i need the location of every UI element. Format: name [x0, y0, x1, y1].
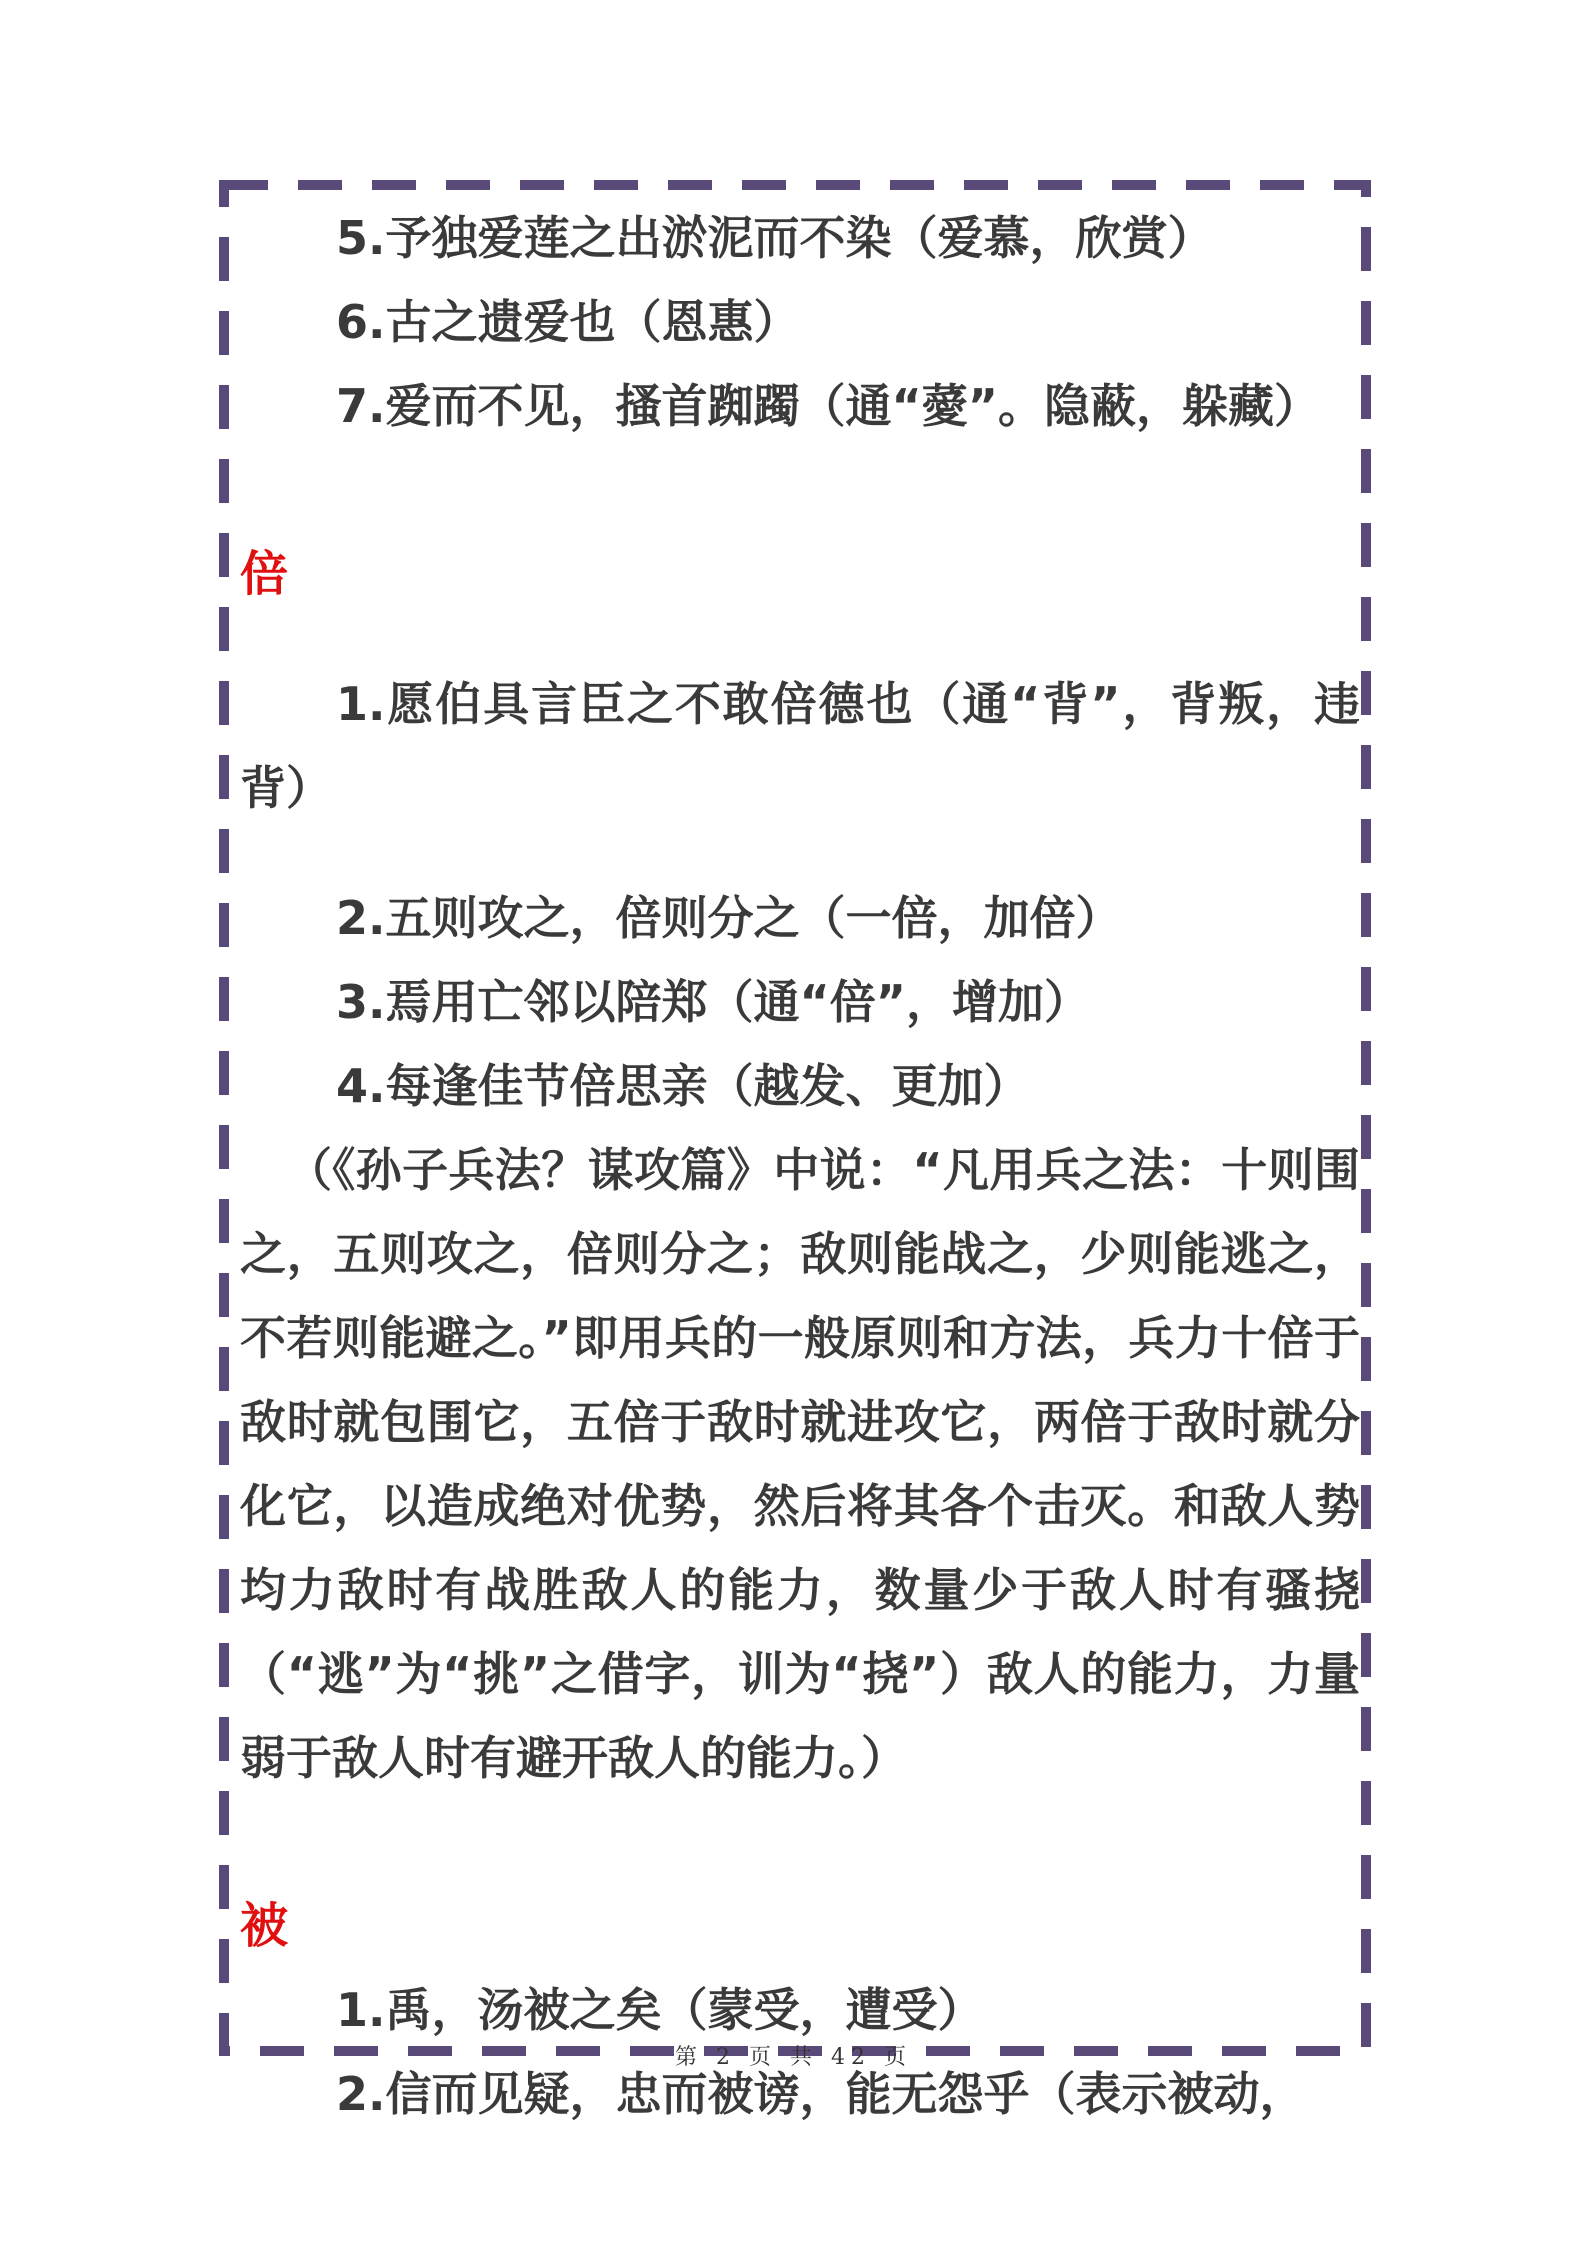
page-number-footer: 第 2 页 共 42 页: [675, 2045, 912, 2070]
entry-bei-3: 3.焉用亡邻以陪郑（通“倍”，增加）: [336, 975, 1090, 1029]
entry-bei-2: 2.五则攻之，倍则分之（一倍，加倍）: [336, 891, 1122, 945]
entry-ai-6: 6.古之遗爱也（恩惠）: [336, 295, 800, 349]
entry-bei-1: 1.愿伯具言臣之不敢倍德也（通“背”，背叛，违背）: [240, 677, 1360, 815]
note-sunzi-bingfa: （《孙子兵法？谋攻篇》中说：“凡用兵之法：十则围之，五则攻之，倍则分之；敌则能战之，少则能逃之，不若则能避之。”即用兵的一般原则和方法，兵力十倍于敌时就包围它，五倍于敌时就进攻它，两倍于敌时就分化它，以造成绝对优势，然后将其各个击灭。和敌人势均力敌时有战胜敌人的能力，数量少于敌人时有骚挠（“逃”为“挑”之借字，训为“挠”）敌人的能力，力量弱于敌人时有避开敌人的能力。）: [240, 1143, 1360, 1785]
section-spacer: [240, 1800, 1360, 1884]
document-body: [240, 196, 1360, 2136]
entry-bei-4: 4.每逢佳节倍思亲（越发、更加）: [336, 1059, 1030, 1113]
section-ai: [240, 196, 1360, 448]
section-bei-passive: [240, 1884, 1360, 2136]
heading-bei-passive: 被: [240, 1898, 289, 1954]
entry-beip-1: 1.禹，汤被之矣（蒙受，遭受）: [336, 1983, 984, 2037]
section-bei-double: [240, 532, 1360, 1800]
heading-bei-double: 倍: [240, 546, 289, 602]
entry-ai-5: 5.予独爱莲之出淤泥而不染（爱慕，欣赏）: [336, 211, 1214, 265]
entry-beip-2: 2.信而见疑，忠而被谤，能无怨乎（表示被动，: [336, 2067, 1306, 2121]
entry-ai-7: 7.爱而不见，搔首踟躅（通“薆”。隐蔽，躲藏）: [336, 379, 1320, 433]
section-spacer: [240, 448, 1360, 532]
